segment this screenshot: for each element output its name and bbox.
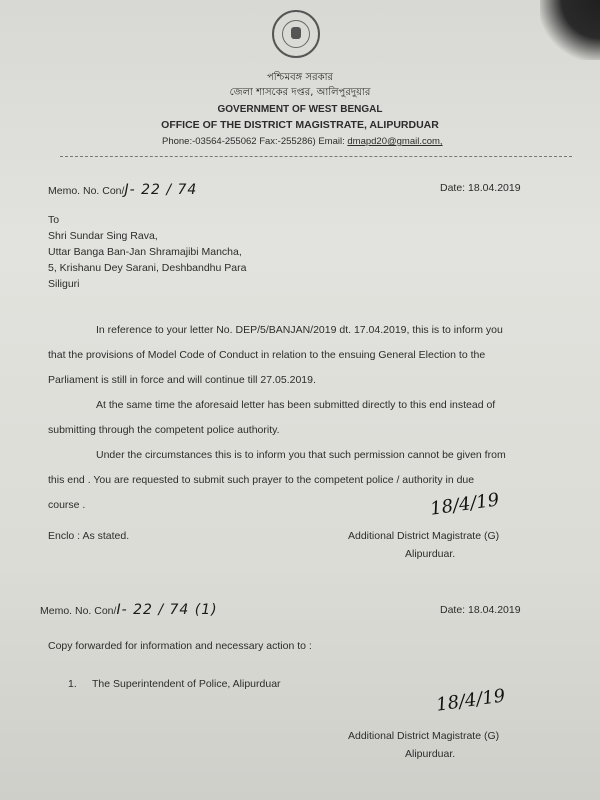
body-p3-line1: Under the circumstances this is to inform you that such permission cannot be given from [96,449,506,461]
copy-item-text: The Superintendent of Police, Alipurduar [92,678,281,690]
memo2-handwritten-number: I- 22 / 74 (1) [116,602,218,618]
body-p2-line1: At the same time the aforesaid letter has been submitted directly to this end instead of [96,399,496,411]
memo2-date: Date: 18.04.2019 [440,604,521,616]
body-p3-line3: course . [48,499,86,511]
body-p1-line2: that the provisions of Model Code of Conduct in relation to the ensuing General Election to the [48,349,486,361]
copy-item-number: 1. [68,678,77,690]
signatory-title-2: Additional District Magistrate (G) [348,730,500,742]
government-emblem-seal [272,10,320,58]
enclosure-note: Enclo : As stated. [48,530,130,542]
body-p1-line1: In reference to your letter No. DEP/5/BANJAN/2019 dt. 17.04.2019, this is to inform you [96,324,503,336]
address-line2: Uttar Banga Ban-Jan Shramajibi Mancha, [48,246,242,258]
signatory-place-2: Alipurduar. [405,748,456,760]
signature-2: 18/4/19 [434,685,507,716]
body-p2-line2: submitting through the competent police authority. [48,424,280,436]
email-link[interactable]: dmapd20@gmail.com, [347,136,443,147]
body-p1-line3: Parliament is still in force and will continue till 27.05.2019. [48,374,316,386]
header-bengali-line2: জেলা শাসকের দপ্তর, আলিপুরদুয়ার [229,87,371,98]
address-line4: Siliguri [48,278,80,290]
contact-phone-fax: Phone:-03564-255062 Fax:-255286) Email: [162,136,348,147]
header-government: GOVERNMENT OF WEST BENGAL [217,104,383,115]
address-line1: Shri Sundar Sing Rava, [48,230,158,242]
memo2-number [40,602,218,618]
body-p3-line2: this end . You are requested to submit such prayer to the competent police / authority in due [48,474,475,486]
header-contact [162,136,443,147]
header-office: OFFICE OF THE DISTRICT MAGISTRATE, ALIPURDUAR [161,119,439,131]
photo-background-corner [540,0,600,60]
copy-forwarded-line: Copy forwarded for information and necessary action to : [48,640,312,652]
header-bengali-line1: পশ্চিমবঙ্গ সরকার [266,72,333,83]
signature-1: 18/4/19 [428,489,501,520]
address-line3: 5, Krishanu Dey Sarani, Deshbandhu Para [48,262,247,274]
signatory-place-1: Alipurduar. [405,548,456,560]
memo1-number [48,182,197,198]
memo2-prefix: Memo. No. Con/ [40,605,117,617]
address-to: To [48,214,60,226]
header-divider [60,156,572,157]
memo1-handwritten-number: J- 22 / 74 [124,182,198,198]
memo1-prefix: Memo. No. Con/ [48,185,125,197]
memo1-date: Date: 18.04.2019 [440,182,521,194]
body-paragraphs [48,318,576,518]
signatory-title-1: Additional District Magistrate (G) [348,530,500,542]
